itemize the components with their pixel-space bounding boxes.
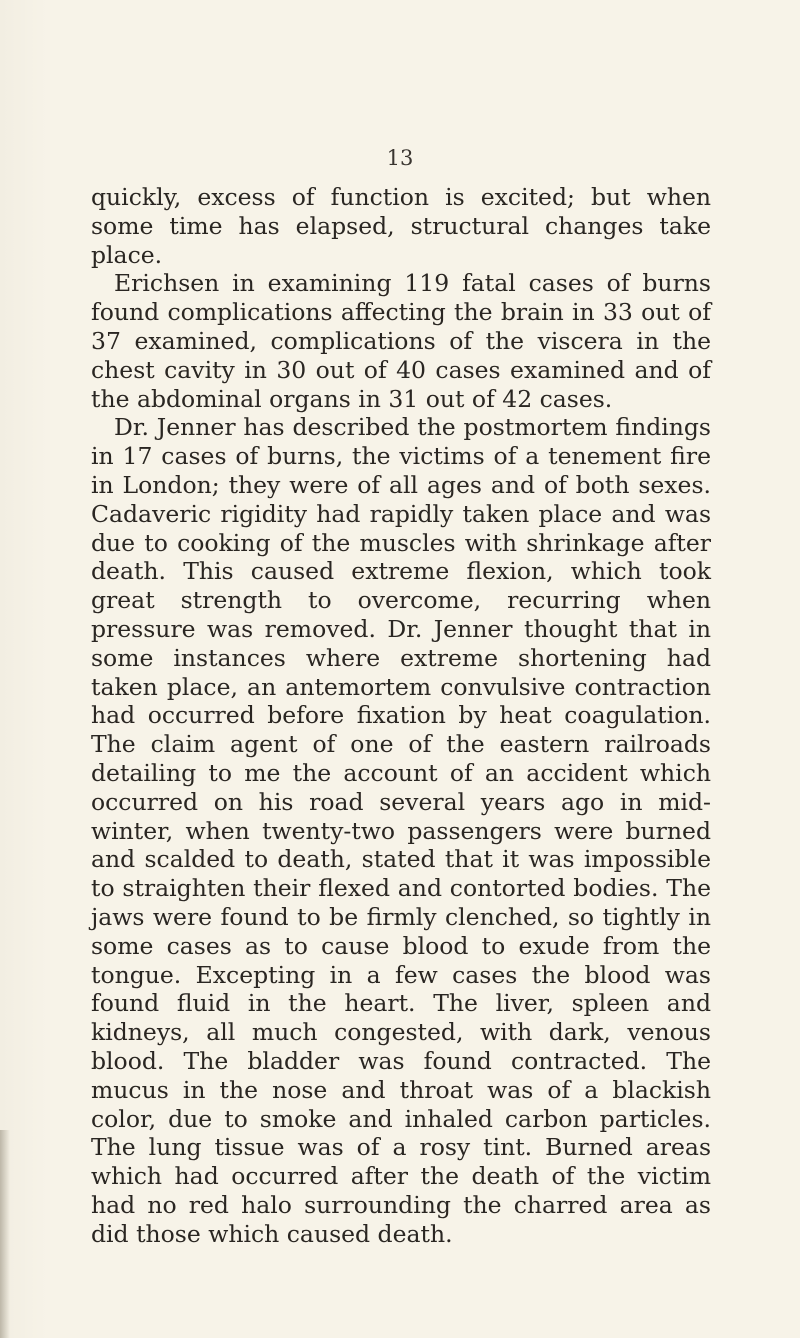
paragraph-jenner: Dr. Jenner has described the postmortem findings in 17 cases of burns, the victims of a tenement fire in London; they were of all ages and of both sexes. Cadaveric rigidity had rapidly taken place and was due to cooking of the muscles with shrinkage after death. This caused extreme flexion, which took great strength to overcome, recurring when pressure was removed. Dr. Jenner thought that in some instances where extreme shortening had taken place, an antemortem convulsive contraction had occurred before fixation by heat coagulation. The claim agent of one of the eastern railroads detailing to me the account of an accident which occurred on his road several years ago in mid-winter, when twenty-two passengers were burned and scalded to death, stated that it was impossible to straighten their flexed and contorted bodies. The jaws were found to be firmly clenched, so tightly in some cases as to cause blood to exude from the tongue. Excepting in a few cases the blood was found fluid in the heart. The liver, spleen and kidneys, all much congested, with dark, venous blood. The bladder was found contracted. The mucus in the nose and throat was of a blackish color, due to smoke and inhaled carbon particles. The lung tissue was of a rosy tint. Burned areas which had occurred after the death of the victim had no red halo surrounding the charred area as did those which caused death. (91, 413, 711, 1248)
page-number: 13 (386, 146, 414, 170)
paragraph-continuation: quickly, excess of function is excited; but when some time has elapsed, structural changes take place. (91, 183, 711, 269)
body-text (91, 183, 711, 1248)
page-edge-shadow (0, 1130, 10, 1338)
paragraph-erichsen: Erichsen in examining 119 fatal cases of burns found complications affecting the brain in 33 out of 37 examined, complications of the viscera in the chest cavity in 30 out of 40 cases examined and of the abdominal organs in 31 out of 42 cases. (91, 269, 711, 413)
